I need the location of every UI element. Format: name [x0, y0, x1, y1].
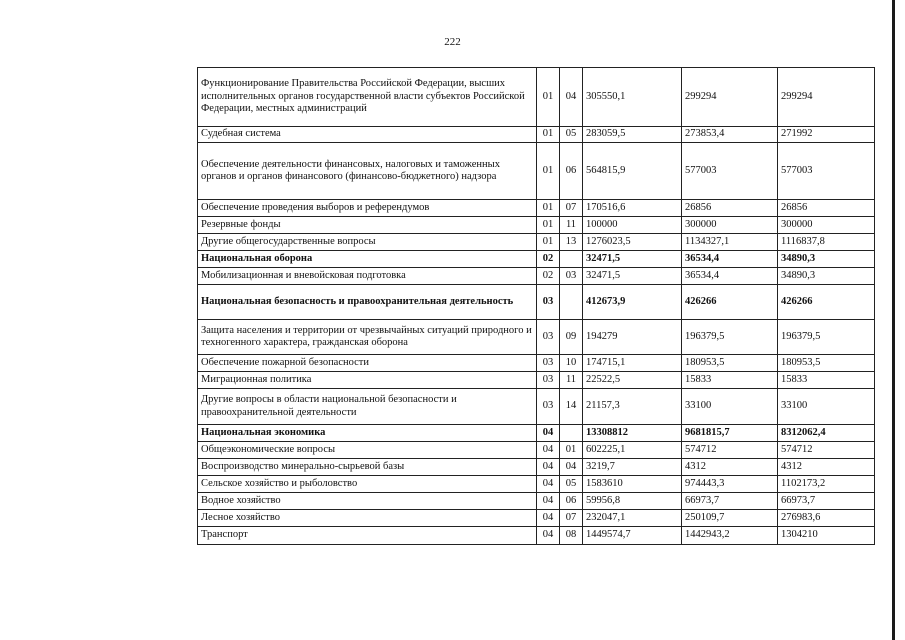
row-name: Функционирование Правительства Российской Федерации, высших исполнительных органов государственной власти субъектов Российской Федерации, местных администраций [198, 68, 537, 127]
row-value-1: 564815,9 [583, 143, 682, 200]
row-name: Сельское хозяйство и рыболовство [198, 476, 537, 493]
row-value-3: 577003 [778, 143, 875, 200]
row-value-2: 299294 [682, 68, 778, 127]
row-section-code: 04 [537, 442, 560, 459]
table-row [198, 320, 875, 355]
row-value-3: 66973,7 [778, 493, 875, 510]
row-name: Национальная оборона [198, 251, 537, 268]
table-row [198, 527, 875, 545]
row-subsection-code: 04 [560, 459, 583, 476]
row-section-code: 04 [537, 476, 560, 493]
section-row [198, 251, 875, 268]
row-value-2: 15833 [682, 372, 778, 389]
row-value-2: 26856 [682, 200, 778, 217]
row-value-3: 33100 [778, 389, 875, 425]
row-name: Водное хозяйство [198, 493, 537, 510]
row-section-code: 04 [537, 510, 560, 527]
row-section-code: 01 [537, 68, 560, 127]
row-subsection-code: 11 [560, 217, 583, 234]
table-row [198, 127, 875, 143]
row-value-2: 1134327,1 [682, 234, 778, 251]
row-value-2: 66973,7 [682, 493, 778, 510]
row-section-code: 01 [537, 234, 560, 251]
row-section-code: 03 [537, 389, 560, 425]
row-value-1: 170516,6 [583, 200, 682, 217]
row-value-1: 194279 [583, 320, 682, 355]
row-subsection-code: 08 [560, 527, 583, 545]
row-name: Миграционная политика [198, 372, 537, 389]
row-subsection-code: 11 [560, 372, 583, 389]
row-value-3: 8312062,4 [778, 425, 875, 442]
row-value-1: 21157,3 [583, 389, 682, 425]
row-value-2: 577003 [682, 143, 778, 200]
row-value-1: 59956,8 [583, 493, 682, 510]
row-section-code: 01 [537, 127, 560, 143]
row-value-3: 180953,5 [778, 355, 875, 372]
row-section-code: 03 [537, 285, 560, 320]
table-row [198, 389, 875, 425]
row-value-1: 100000 [583, 217, 682, 234]
row-section-code: 04 [537, 493, 560, 510]
table-row [198, 442, 875, 459]
table-row [198, 268, 875, 285]
row-subsection-code [560, 285, 583, 320]
row-section-code: 03 [537, 320, 560, 355]
row-section-code: 04 [537, 459, 560, 476]
row-name: Национальная экономика [198, 425, 537, 442]
table-row [198, 217, 875, 234]
row-subsection-code: 14 [560, 389, 583, 425]
row-section-code: 01 [537, 143, 560, 200]
row-value-3: 299294 [778, 68, 875, 127]
row-value-1: 305550,1 [583, 68, 682, 127]
row-value-2: 974443,3 [682, 476, 778, 493]
row-name: Судебная система [198, 127, 537, 143]
row-name: Обеспечение проведения выборов и референдумов [198, 200, 537, 217]
row-value-1: 232047,1 [583, 510, 682, 527]
row-value-3: 34890,3 [778, 268, 875, 285]
row-subsection-code: 05 [560, 476, 583, 493]
row-value-1: 22522,5 [583, 372, 682, 389]
row-subsection-code: 07 [560, 510, 583, 527]
section-row [198, 285, 875, 320]
row-section-code: 01 [537, 200, 560, 217]
row-subsection-code: 10 [560, 355, 583, 372]
table-row [198, 234, 875, 251]
row-subsection-code [560, 251, 583, 268]
row-name: Мобилизационная и вневойсковая подготовка [198, 268, 537, 285]
row-value-3: 1102173,2 [778, 476, 875, 493]
row-value-1: 32471,5 [583, 251, 682, 268]
row-name: Другие общегосударственные вопросы [198, 234, 537, 251]
row-value-3: 574712 [778, 442, 875, 459]
row-value-1: 32471,5 [583, 268, 682, 285]
row-value-2: 426266 [682, 285, 778, 320]
row-name: Резервные фонды [198, 217, 537, 234]
row-name: Общеэкономические вопросы [198, 442, 537, 459]
row-value-1: 1583610 [583, 476, 682, 493]
row-subsection-code: 06 [560, 143, 583, 200]
row-value-2: 1442943,2 [682, 527, 778, 545]
page-number: 222 [444, 36, 461, 48]
row-value-3: 34890,3 [778, 251, 875, 268]
row-value-3: 1304210 [778, 527, 875, 545]
row-subsection-code: 01 [560, 442, 583, 459]
row-subsection-code: 07 [560, 200, 583, 217]
row-value-3: 300000 [778, 217, 875, 234]
row-section-code: 04 [537, 425, 560, 442]
budget-table-body [198, 68, 875, 545]
row-value-1: 1276023,5 [583, 234, 682, 251]
row-name: Другие вопросы в области национальной безопасности и правоохранительной деятельности [198, 389, 537, 425]
row-name: Воспроизводство минерально-сырьевой базы [198, 459, 537, 476]
row-value-1: 602225,1 [583, 442, 682, 459]
row-value-1: 1449574,7 [583, 527, 682, 545]
row-value-3: 276983,6 [778, 510, 875, 527]
row-section-code: 03 [537, 355, 560, 372]
table-row [198, 200, 875, 217]
row-value-1: 3219,7 [583, 459, 682, 476]
row-section-code: 03 [537, 372, 560, 389]
row-value-2: 574712 [682, 442, 778, 459]
row-value-1: 174715,1 [583, 355, 682, 372]
row-subsection-code [560, 425, 583, 442]
table-row [198, 493, 875, 510]
row-value-3: 196379,5 [778, 320, 875, 355]
row-value-2: 196379,5 [682, 320, 778, 355]
table-row [198, 143, 875, 200]
row-subsection-code: 03 [560, 268, 583, 285]
row-subsection-code: 06 [560, 493, 583, 510]
row-value-2: 4312 [682, 459, 778, 476]
row-value-3: 26856 [778, 200, 875, 217]
row-value-2: 36534,4 [682, 251, 778, 268]
row-name: Защита населения и территории от чрезвычайных ситуаций природного и техногенного характера, гражданская оборона [198, 320, 537, 355]
row-section-code: 02 [537, 251, 560, 268]
row-value-2: 273853,4 [682, 127, 778, 143]
section-row [198, 425, 875, 442]
row-name: Национальная безопасность и правоохранительная деятельность [198, 285, 537, 320]
row-value-3: 4312 [778, 459, 875, 476]
table-row [198, 510, 875, 527]
row-value-2: 300000 [682, 217, 778, 234]
table-row [198, 459, 875, 476]
row-subsection-code: 04 [560, 68, 583, 127]
row-name: Обеспечение деятельности финансовых, налоговых и таможенных органов и органов финансового (финансово-бюджетного) надзора [198, 143, 537, 200]
budget-table [197, 67, 875, 545]
row-subsection-code: 05 [560, 127, 583, 143]
row-value-3: 271992 [778, 127, 875, 143]
row-section-code: 01 [537, 217, 560, 234]
row-name: Транспорт [198, 527, 537, 545]
table-row [198, 372, 875, 389]
row-subsection-code: 13 [560, 234, 583, 251]
row-value-1: 13308812 [583, 425, 682, 442]
row-value-2: 33100 [682, 389, 778, 425]
table-row [198, 355, 875, 372]
scan-edge-line [892, 0, 895, 640]
table-row [198, 68, 875, 127]
row-value-2: 36534,4 [682, 268, 778, 285]
row-section-code: 02 [537, 268, 560, 285]
row-value-1: 412673,9 [583, 285, 682, 320]
table-row [198, 476, 875, 493]
row-name: Лесное хозяйство [198, 510, 537, 527]
row-section-code: 04 [537, 527, 560, 545]
row-value-2: 180953,5 [682, 355, 778, 372]
row-value-2: 9681815,7 [682, 425, 778, 442]
row-value-3: 15833 [778, 372, 875, 389]
row-value-2: 250109,7 [682, 510, 778, 527]
row-name: Обеспечение пожарной безопасности [198, 355, 537, 372]
row-value-1: 283059,5 [583, 127, 682, 143]
row-value-3: 426266 [778, 285, 875, 320]
row-subsection-code: 09 [560, 320, 583, 355]
row-value-3: 1116837,8 [778, 234, 875, 251]
